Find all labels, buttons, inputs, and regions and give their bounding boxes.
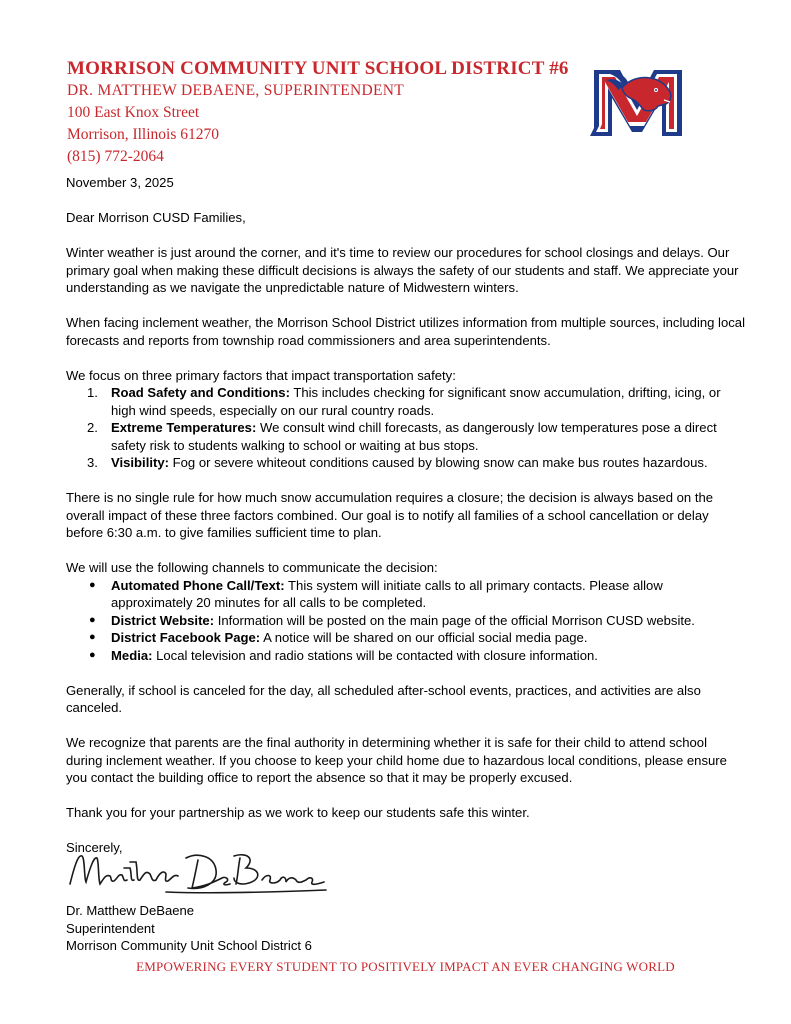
list-item: [66, 454, 746, 472]
paragraph-decision: There is no single rule for how much snow accumulation requires a closure; the decision is always based on the overall impact of these three factors combined. Our goal is to notify all families of a school cancellation or delay before 6:30 a.m. to give families sufficient time to plan.: [66, 490, 714, 540]
list-number: 1.: [87, 385, 98, 400]
signer-name: Dr. Matthew DeBaene: [66, 903, 195, 918]
footer-motto: [0, 959, 791, 975]
factor-title: Road Safety and Conditions:: [111, 385, 290, 400]
paragraph-intro: Winter weather is just around the corner, and it's time to review our procedures for school closings and delays. Our primary goal when making these difficult decisions is always the safety of our students and staff. We appreciate your understanding as we navigate the unpredictable nature of Midwestern winters.: [66, 245, 739, 295]
list-number: 2.: [87, 420, 98, 435]
factor-title: Visibility:: [111, 455, 169, 470]
factor-text: This includes checking for significant snow accumulation, drifting, icing, or high wind speeds, especially on our rural country roads.: [111, 385, 721, 418]
factor-text: Fog or severe whiteout conditions caused by blowing snow can make bus routes hazardous.: [168, 455, 708, 470]
paragraph-activities: Generally, if school is canceled for the day, all scheduled after-school events, practices, and activities are also canceled.: [66, 682, 701, 715]
motto-text: EMPOWERING EVERY STUDENT TO POSITIVELY IMPACT AN EVER CHANGING WORLD: [136, 959, 675, 974]
paragraph-thanks: Thank you for your partnership as we work to keep our students safe this winter.: [66, 805, 530, 820]
signer-title: Superintendent: [66, 920, 155, 936]
paragraph-sources: When facing inclement weather, the Morrison School District utilizes information from multiple sources, including local forecasts and reports from township road commissioners and area superintendents.: [66, 315, 745, 348]
district-name: MORRISON COMMUNITY UNIT SCHOOL DISTRICT #6: [67, 58, 569, 79]
superintendent-line: DR. MATTHEW DEBAENE, SUPERINTENDENT: [67, 82, 404, 99]
city-state-zip: Morrison, Illinois 61270: [67, 126, 219, 143]
list-item: [66, 629, 746, 647]
list-item: [66, 647, 746, 665]
signer-organization: Morrison Community Unit School District 6: [66, 938, 312, 953]
channel-text: Information will be posted on the main page of the official Morrison CUSD website.: [214, 612, 695, 628]
channel-text: A notice will be shared on our official social media page.: [260, 630, 588, 645]
factor-text: We consult wind chill forecasts, as dangerously low temperatures pose a direct safety risk to students walking to school or waiting at bus stops.: [111, 420, 717, 453]
list-number: 3.: [87, 455, 98, 470]
phone-number: (815) 772-2064: [67, 148, 164, 165]
channel-title: Automated Phone Call/Text:: [111, 577, 285, 593]
factor-title: Extreme Temperatures:: [111, 420, 257, 435]
list-item: [66, 612, 746, 630]
letterhead: [67, 58, 569, 168]
list-item: [66, 577, 746, 612]
channel-text: This system will initiate calls to all primary contacts. Please allow approximately 20 minutes for all calls to be completed.: [111, 577, 663, 610]
letter-body: [66, 174, 746, 874]
mustang-m-logo-icon: [584, 62, 690, 144]
list-item: [66, 419, 746, 454]
channels-intro: We will use the following channels to communicate the decision:: [66, 560, 438, 575]
street-address: 100 East Knox Street: [67, 104, 200, 121]
channel-title: District Website:: [111, 612, 215, 628]
paragraph-parents: We recognize that parents are the final authority in determining whether it is safe for their child to attend school during inclement weather. If you choose to keep your child home due to hazardous local conditions, please ensure you contact the building office to report the absence so that it may be properly excused.: [66, 735, 727, 785]
bullet-icon: ●: [89, 648, 96, 661]
handwritten-signature: [66, 848, 328, 896]
bullet-icon: ●: [89, 613, 96, 626]
factors-intro: We focus on three primary factors that impact transportation safety:: [66, 367, 456, 383]
salutation: Dear Morrison CUSD Families,: [66, 210, 246, 225]
channel-text: Local television and radio stations will be contacted with closure information.: [152, 647, 598, 663]
channel-title: District Facebook Page:: [111, 630, 261, 645]
channels-list: [66, 577, 746, 665]
list-item: [66, 384, 746, 419]
closing: Sincerely,: [66, 840, 123, 855]
letter-date: November 3, 2025: [66, 175, 174, 190]
bullet-icon: ●: [89, 578, 96, 591]
factors-list: [66, 384, 746, 472]
signature-block: [66, 902, 312, 955]
bullet-icon: ●: [89, 631, 96, 643]
channel-title: Media:: [111, 647, 153, 663]
